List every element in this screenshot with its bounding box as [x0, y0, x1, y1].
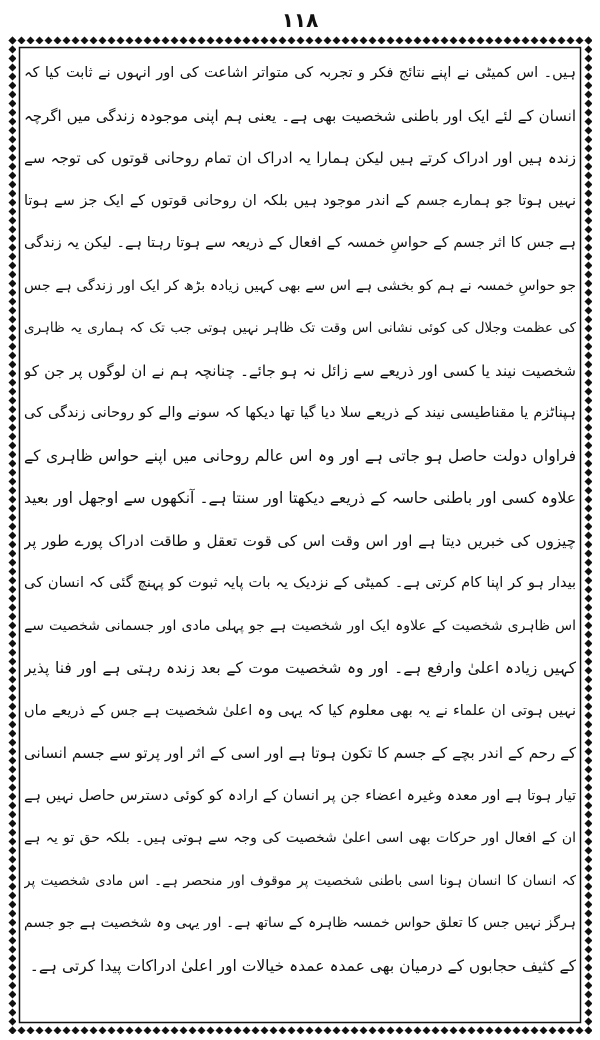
- text-line: انسان کے لئے ایک اور باطنی شخصیت بھی ہے۔ یعنی ہم اپنی موجودہ زندگی میں اگرچہ: [24, 106, 576, 125]
- text-line: کے رحم کے اندر بچے کے جسم کا تکون ہوتا ہے اور اسی کے اثر اور پرتو سے جسم انسانی: [24, 744, 576, 762]
- text-line: فراواں دولت حاصل ہو جاتی ہے اور وہ اس عالم روحانی میں اپنے حواس ظاہری کے: [24, 446, 576, 465]
- text-line: ہپناٹزم یا مقناطیسی نیند کے ذریعے سلا دیا گیا تھا دیکھا کہ سونے والے کو روحانی زندگی کی: [24, 405, 576, 421]
- text-line: کے کثیف حجابوں کے درمیان بھی عمدہ عمدہ خیالات اور اعلیٰ ادراکات پیدا کرتی ہے۔: [29, 956, 576, 975]
- text-line: زندہ ہیں اور ادراک کرتے ہیں لیکن ہمارا یہ ادراک ان تمام روحانی قوتوں کی توجہ سے: [24, 149, 576, 167]
- text-line: ہیں۔ اس کمیٹی نے اپنے نتائج فکر و تجربہ کی متواتر اشاعت کی اور انہوں نے ثابت کیا کہ: [24, 65, 576, 81]
- text-line: چیزوں کی خبریں دیتا ہے اور اس وقت اس کی قوت تعقل و طاقت ادراک پورے طور پر: [24, 531, 576, 550]
- text-line: ان کے افعال اور حرکات بھی اسی اعلیٰ شخصیت کی وجہ سے ہوتی ہیں۔ بلکہ حق تو یہ ہے: [24, 830, 576, 846]
- text-line: شخصیت نیند یا کسی اور ذریعے سے زائل نہ ہو جائے۔ چنانچہ ہم نے ان لوگوں پر جن کو: [24, 361, 576, 380]
- text-line: نہیں ہوتی ان علماء نے یہ بھی معلوم کیا کہ یہی وہ اعلیٰ شخصیت ہے جس کے ذریعے ماں: [24, 702, 576, 719]
- text-line: بیدار ہو کر اپنا کام کرتی ہے۔ کمیٹی کے نزدیک یہ بات پایہ ثبوت کو پہنچ گئی کہ انسان کی: [24, 575, 576, 591]
- text-line: کہیں زیادہ اعلیٰ وارفع ہے۔ اور وہ شخصیت موت کے بعد زندہ رہتی ہے اور فنا پذیر: [24, 659, 576, 677]
- text-line: ہے جس کا اثر جسم کے حواسِ خمسہ کے افعال کے ذریعہ سے ہوتا رہتا ہے۔ لیکن یہ زندگی: [24, 235, 576, 251]
- text-line: کی عظمت وجلال کی کوئی نشانی اس وقت تک ظاہر نہیں ہوتی جب تک کہ ہماری یہ ظاہری: [24, 320, 576, 336]
- text-line: علاوہ کسی اور باطنی حاسہ کے ذریعے دیکھتا اور سنتا ہے۔ آنکھوں سے اوجھل اور بعید: [24, 489, 576, 507]
- text-line: جو حواسِ خمسہ نے ہم کو بخشی ہے اس سے بھی کہیں زیادہ بڑھ کر ایک اور زندگی ہے جس: [24, 277, 576, 294]
- text-line: اس ظاہری شخصیت کے علاوہ ایک اور شخصیت ہے جو پہلی مادی اور جسمانی شخصیت سے: [24, 617, 576, 634]
- page-body: [24, 52, 576, 987]
- text-line: نہیں ہوتا جو ہمارے جسم کے اندر موجود ہیں بلکہ ان روحانی قوتوں کے ایک جز سے ہوتا: [24, 192, 576, 209]
- text-line: کہ انسان کا انسان ہونا اسی باطنی شخصیت پر موقوف اور منحصر ہے۔ اس مادی شخصیت پر: [24, 872, 576, 889]
- text-line: ہرگز نہیں جس کا تعلق حواس خمسہ ظاہرہ کے ساتھ ہے۔ اور یہی وہ شخصیت ہے جو جسم: [24, 915, 576, 931]
- text-line: تیار ہوتا ہے اور معدہ وغیرہ اعضاء جن پر انسان کے ارادہ کو کوئی دسترس حاصل نہیں ہے: [24, 787, 576, 804]
- page-number: ۱۱۸: [281, 8, 319, 32]
